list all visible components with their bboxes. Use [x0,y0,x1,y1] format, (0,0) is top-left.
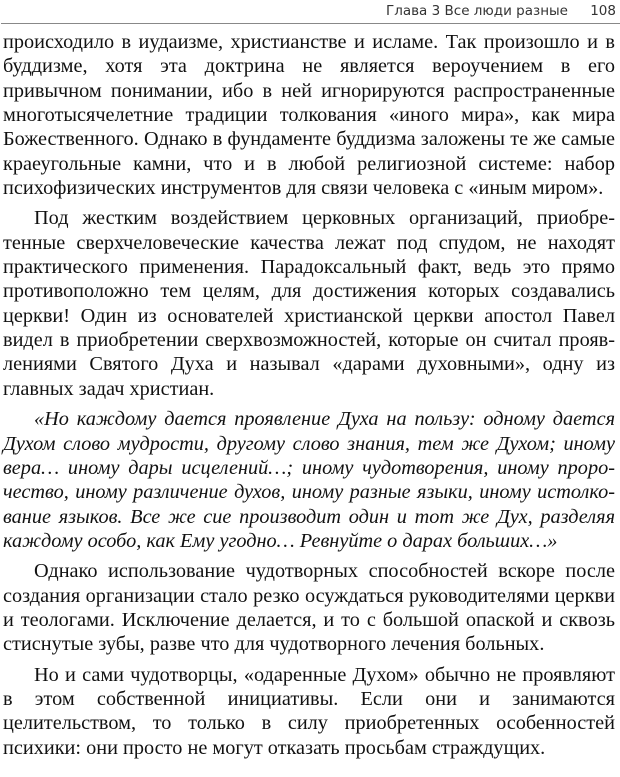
paragraph-miracle-workers: Но и сами чудотворцы, «одаренные Духом» обычно не проявляют в этом собственной инициативы. Если они и занимаются целительством, то только в силу приобретенных особенностей психики: они просто не могут отказать просьбам страждущих. [3,663,615,759]
paragraph-church-organizations: Под жестким воздействием церковных организаций, приобретенные сверхчеловеческие качества лежат под спудом, не находят практического применения. Парадоксальный факт, ведь это прямо противоположно тем целям, для достижения которых создавались церкви! Один из основателей христианской церкви апостол Павел видел в приобретении сверхвозможностей, которые он считал проявлениями Святого Духа и называл «дарами духовными», одну из главных задач христиан. [3,207,615,400]
page-body [3,30,615,760]
scripture-quote: «Но каждому дается проявление Духа на пользу: одному дается Духом слово мудрости, другому слово знания, тем же Духом; иному вера… иному дары исцелений…; иному чудотворения, иному пророчество, иному различение духов, иному разные языки, иному истолкование языков. Все же сие производит один и тот же Дух, разделяя каждому особо, как Ему угодно… Ревнуйте о дарах больших…» [3,408,615,552]
paragraph-continuation: происходило в иудаизме, христианстве и исламе. Так произошло и в буддизме, хотя эта доктрина не является вероучением в его привычном понимании, ибо в ней игнорируются распространенные многотысячелетние традиции толкования «иного мира», как мира Божественного. Однако в фундаменте буддизма заложены те же самые краеугольные камни, что и в любой религиозной системе: набор психофизических инструментов для связи человека с «иным миром». [3,31,615,200]
running-header [0,0,620,26]
chapter-title: Глава 3 Все люди разные [385,3,568,19]
paragraph-condemnation: Однако использование чудотворных способностей вскоре после создания организации стало резко осуждаться руководителями церкви и теологами. Исключение делается, и то с большой опаской и сквозь стиснутые зубы, разве что для чудотворного лечения больных. [3,560,615,656]
header-rule [1,23,620,24]
page-number: 108 [590,3,616,19]
